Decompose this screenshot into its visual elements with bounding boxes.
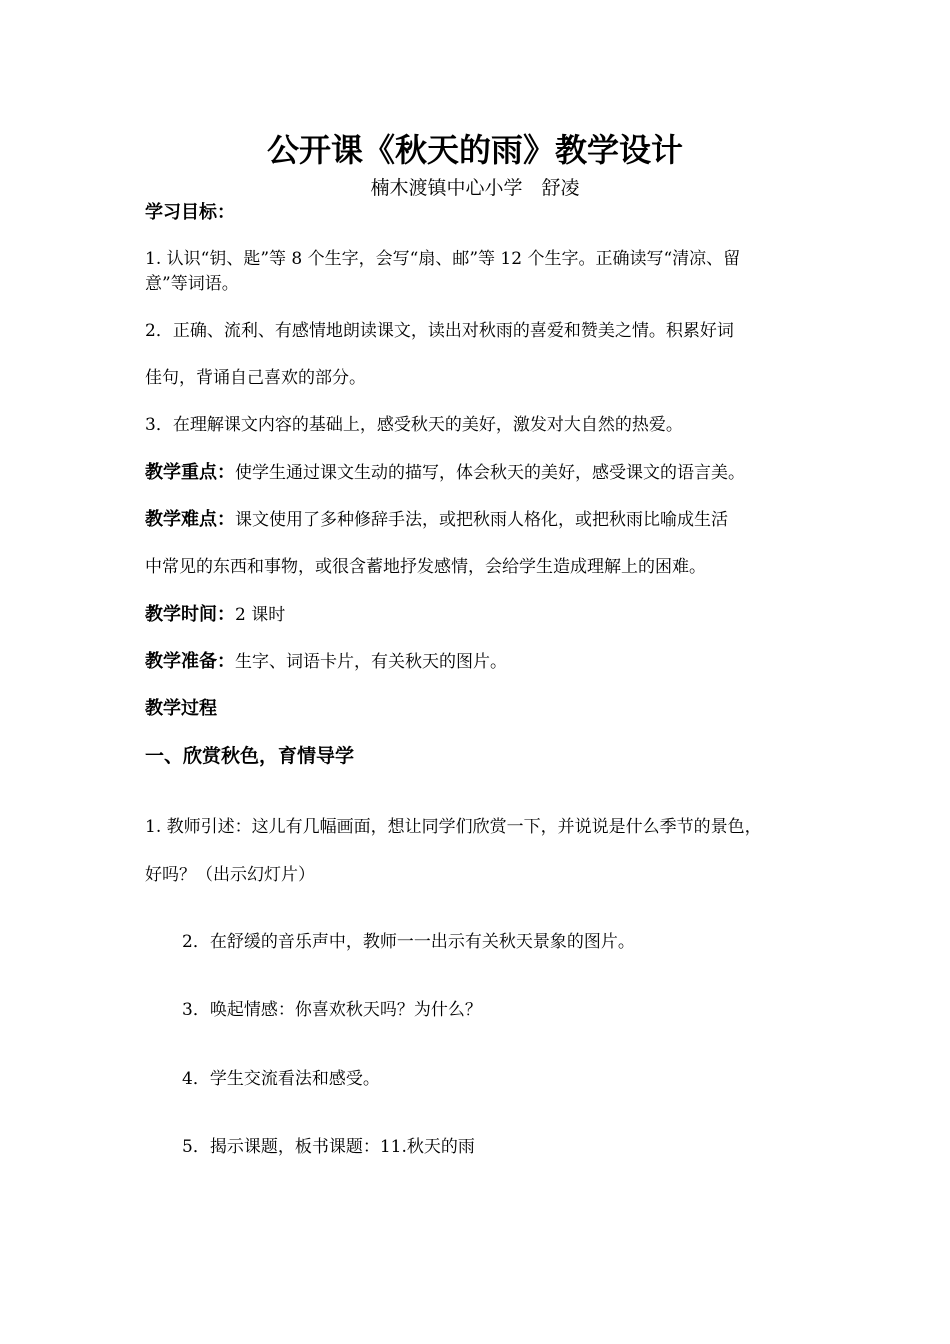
difficulty-text-line-1: 课文使用了多种修辞手法，或把秋雨人格化，或把秋雨比喻成生活: [235, 510, 728, 530]
step-4: 4．学生交流看法和感受。: [182, 1069, 380, 1089]
step-2: 2．在舒缓的音乐声中，教师一一出示有关秋天景象的图片。: [182, 932, 635, 952]
prep-text: 生字、词语卡片，有关秋天的图片。: [235, 652, 507, 672]
step-5: 5．揭示课题，板书课题：11.秋天的雨: [182, 1137, 475, 1157]
step-1-line-2: 好吗？（出示幻灯片）: [145, 865, 315, 885]
objective-2-line-2: 佳句，背诵自己喜欢的部分。: [145, 368, 366, 388]
key-point-label: 教学重点：: [145, 462, 235, 483]
prep-paragraph: [145, 650, 507, 674]
section-1-heading: 一、欣赏秋色，育情导学: [145, 745, 355, 767]
key-point-paragraph: [145, 461, 745, 485]
process-heading: 教学过程: [145, 698, 217, 719]
prep-label: 教学准备：: [145, 651, 235, 672]
objectives-heading: 学习目标：: [145, 202, 235, 223]
objective-3: 3．在理解课文内容的基础上，感受秋天的美好，激发对大自然的热爱。: [145, 415, 683, 435]
difficulty-text-line-2: 中常见的东西和事物，或很含蓄地抒发感情，会给学生造成理解上的困难。: [145, 557, 706, 577]
difficulty-paragraph: [145, 508, 728, 532]
time-label: 教学时间：: [145, 604, 235, 625]
step-1-line-1: 1. 教师引述：这儿有几幅画面，想让同学们欣赏一下，并说说是什么季节的景色，: [145, 817, 762, 837]
time-text: 2 课时: [235, 605, 286, 625]
objective-1-line-2: 意”等词语。: [145, 274, 239, 294]
difficulty-label: 教学难点：: [145, 509, 235, 530]
step-3: 3．唤起情感：你喜欢秋天吗？为什么？: [182, 1000, 482, 1020]
time-paragraph: [145, 603, 285, 627]
objective-1-line-1: 1. 认识“钥、匙”等 8 个生字，会写“扇、邮”等 12 个生字。正确读写“清凉、留: [145, 249, 741, 269]
objective-2-line-1: 2．正确、流利、有感情地朗读课文，读出对秋雨的喜爱和赞美之情。积累好词: [145, 321, 734, 341]
key-point-text: 使学生通过课文生动的描写，体会秋天的美好，感受课文的语言美。: [235, 463, 745, 483]
author-line: 楠木渡镇中心小学 舒凌: [370, 177, 580, 199]
document-title: 公开课《秋天的雨》教学设计: [266, 131, 683, 169]
